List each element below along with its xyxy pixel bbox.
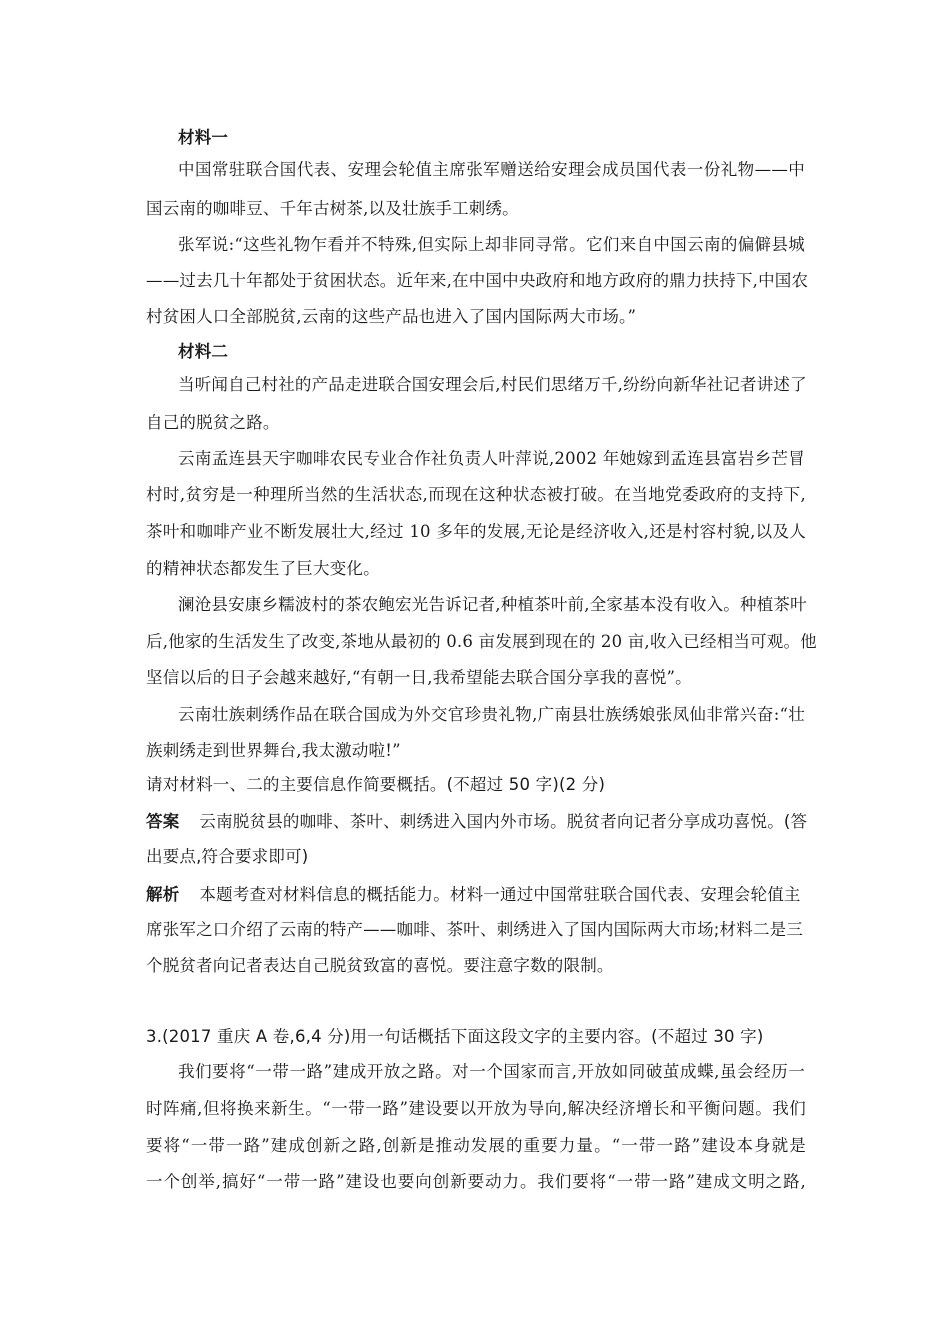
answer-text-1: 云南脱贫县的咖啡、茶叶、刺绣进入国内外市场。脱贫者向记者分享成功喜悦。(答 xyxy=(199,812,808,831)
analysis-text-1: 本题考查对材料信息的概括能力。材料一通过中国常驻联合国代表、安理会轮值主 xyxy=(199,885,801,904)
question3-title: 3.(2017 重庆 A 卷,6,4 分)用一句话概括下面这段文字的主要内容。(不超过 30 字) xyxy=(146,1027,764,1046)
material2-line-11: 族刺绣走到世界舞台,我太激动啦!” xyxy=(146,741,401,760)
answer-label: 答案 xyxy=(146,812,180,831)
material2-line-6: 的精神状态都发生了巨大变化。 xyxy=(146,559,380,578)
material2-heading: 材料二 xyxy=(178,342,229,361)
material2-line-4: 村时,贫穷是一种理所当然的生活状态,而现在这种状态被打破。在当地党委政府的支持下, xyxy=(146,485,806,504)
analysis-label: 解析 xyxy=(146,885,180,904)
question-prompt: 请对材料一、二的主要信息作简要概括。(不超过 50 字)(2 分) xyxy=(146,775,606,794)
material1-line-5: 村贫困人口全部脱贫,云南的这些产品也进入了国内国际两大市场。” xyxy=(146,307,637,326)
material1-line-2: 国云南的咖啡豆、千年古树茶,以及壮族手工刺绣。 xyxy=(146,199,519,218)
material2-line-1: 当听闻自己村社的产品走进联合国安理会后,村民们思绪万千,纷纷向新华社记者讲述了 xyxy=(178,375,807,394)
material2-line-7: 澜沧县安康乡糯波村的茶农鲍宏光告诉记者,种植茶叶前,全家基本没有收入。种植茶叶 xyxy=(178,595,807,614)
analysis-line-2: 席张军之口介绍了云南的特产——咖啡、茶叶、刺绣进入了国内国际两大市场;材料二是三 xyxy=(146,920,804,939)
question3-line-2: 时阵痛,但将换来新生。“一带一路”建设要以开放为导向,解决经济增长和平衡问题。我们 xyxy=(146,1099,806,1118)
material1-line-4: ——过去几十年都处于贫困状态。近年来,在中国中央政府和地方政府的鼎力扶持下,中国农 xyxy=(146,271,809,290)
question3-line-1: 我们要将“一带一路”建成开放之路。对一个国家而言,开放如同破茧成蝶,虽会经历一 xyxy=(178,1062,805,1081)
material1-line-3: 张军说:“这些礼物乍看并不特殊,但实际上却非同寻常。它们来自中国云南的偏僻县城 xyxy=(178,235,805,254)
answer-line-2: 出要点,符合要求即可) xyxy=(146,847,309,866)
analysis-line-3: 个脱贫者向记者表达自己脱贫致富的喜悦。要注意字数的限制。 xyxy=(146,956,614,975)
question3-line-3: 要将“一带一路”建成创新之路,创新是推动发展的重要力量。“一带一路”建设本身就是 xyxy=(146,1136,806,1155)
analysis-line-1 xyxy=(146,885,801,905)
question3-line-4: 一个创举,搞好“一带一路”建设也要向创新要动力。我们要将“一带一路”建成文明之路, xyxy=(146,1172,806,1191)
answer-line-1 xyxy=(146,812,807,832)
material2-line-10: 云南壮族刺绣作品在联合国成为外交官珍贵礼物,广南县壮族绣娘张凤仙非常兴奋:“壮 xyxy=(178,705,805,724)
material1-heading: 材料一 xyxy=(178,128,229,147)
material2-line-9: 坚信以后的日子会越来越好,“有朝一日,我希望能去联合国分享我的喜悦”。 xyxy=(146,668,692,687)
material2-line-2: 自己的脱贫之路。 xyxy=(146,413,280,432)
material1-line-1: 中国常驻联合国代表、安理会轮值主席张军赠送给安理会成员国代表一份礼物——中 xyxy=(178,160,805,179)
material2-line-8: 后,他家的生活发生了改变,茶地从最初的 0.6 亩发展到现在的 20 亩,收入已经相当可观。他 xyxy=(146,632,817,651)
material2-line-3: 云南孟连县天宇咖啡农民专业合作社负责人叶萍说,2002 年她嫁到孟连县富岩乡芒冒 xyxy=(178,449,805,468)
material2-line-5: 茶叶和咖啡产业不断发展壮大,经过 10 多年的发展,无论是经济收入,还是村容村貌,以及人 xyxy=(146,522,806,541)
